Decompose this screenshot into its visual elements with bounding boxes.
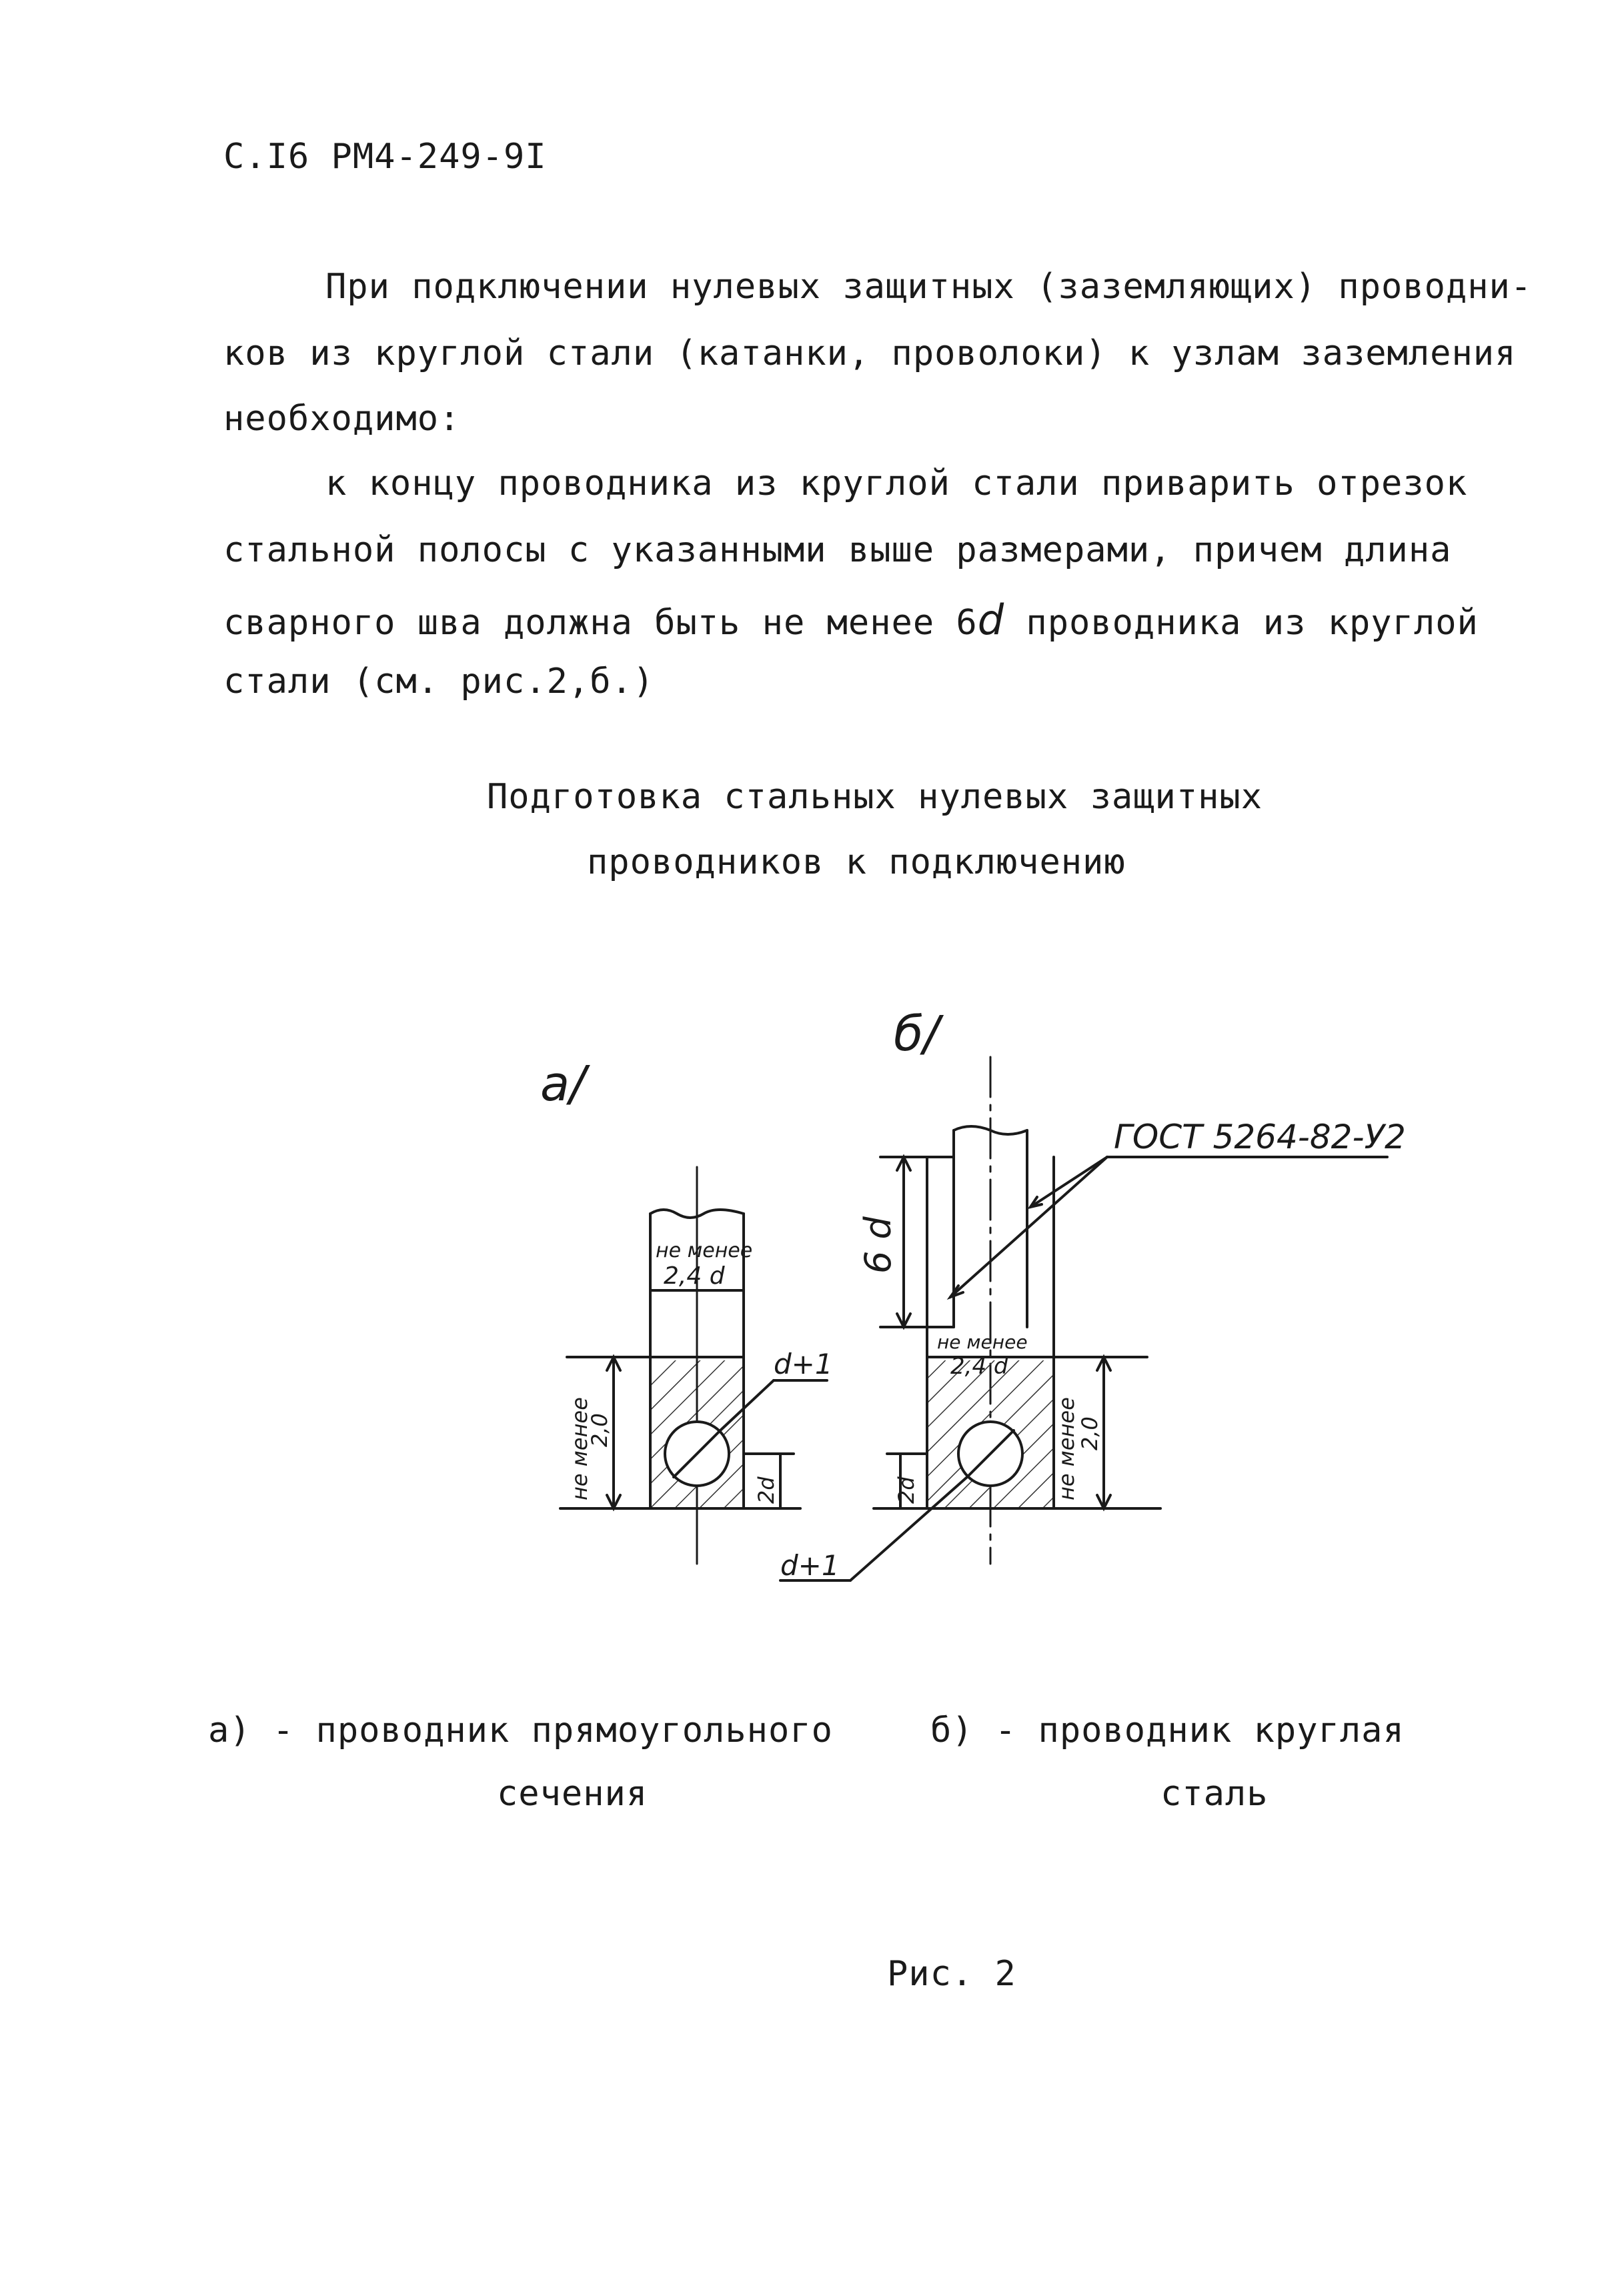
caption-b-line-2: сталь [1160,1774,1269,1814]
figure-a-height-label-1: не менее [567,1397,592,1500]
figure-b-hole-label: d+1 [780,1549,840,1582]
figure-a-hole-label: d+1 [774,1348,833,1380]
figure-b-gost-label: ГОСТ 5264-82-У2 [1114,1118,1406,1156]
paragraph-2-line-3-end: проводника из круглой [1004,603,1479,643]
handwritten-d: d [977,596,1005,644]
figure-b-height-label-2: 2,0 [1077,1416,1102,1450]
paragraph-2-line-2: стальной полосы с указанными выше размерами, причем длина [223,530,1452,570]
figure-b-height-label-1: не менее [1054,1397,1079,1500]
figure-b-label: б/ [894,1006,940,1062]
figure-a-min-length-2: 2,4 d [664,1262,725,1290]
paragraph-1-line-2: ков из круглой стали (катанки, проволоки) к узлам заземления [223,333,1517,373]
caption-a-line-1: а) - проводник прямоугольного [208,1710,833,1751]
page-reference: С.I6 РМ4-249-9I [223,137,547,177]
paragraph-2-line-3-start: сварного шва должна быть не менее 6 [223,603,978,643]
paragraph-2-line-4: стали (см. рис.2,б.) [223,662,655,702]
caption-a-line-2: сечения [497,1774,648,1814]
figure-a-min-length-1: не менее [656,1239,753,1262]
paragraph-1-line-1: При подключении нулевых защитных (заземляющих) проводни- [325,267,1533,307]
caption-b-line-1: б) - проводник круглая [930,1710,1405,1751]
figure-b-min-length-2: 2,4 d [950,1353,1008,1380]
figure-b-edge-label: 2d [894,1476,919,1504]
figure-b-min-length-1: не менее [937,1331,1028,1353]
figure-a-edge-label: 2d [754,1476,779,1504]
figure-a-height-label-2: 2,0 [587,1413,612,1447]
figure-a-label: a/ [540,1056,586,1112]
figure-number: Рис. 2 [887,1954,1016,1994]
figure-title-line-2: проводников к подключению [587,842,1126,882]
figure-b-weld-length-label: 6 d [857,1216,899,1274]
figure-title-line-1: Подготовка стальных нулевых защитных [487,777,1263,817]
paragraph-2-line-1: к концу проводника из круглой стали приварить отрезок [325,463,1468,503]
paragraph-1-line-3: необходимо: [223,399,461,439]
